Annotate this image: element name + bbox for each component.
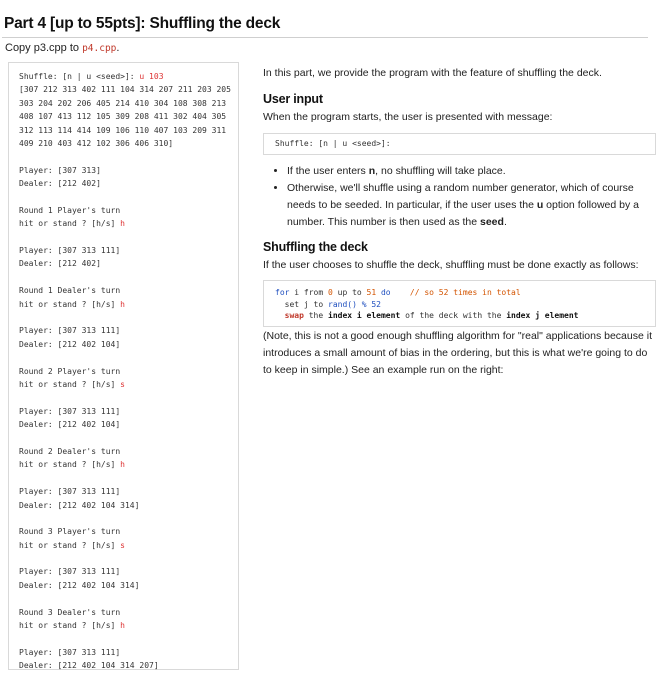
terminal-blank-line <box>19 351 238 364</box>
terminal-output-line: Round 1 Dealer's turn <box>19 286 121 296</box>
page-title: Part 4 [up to 55pts]: Shuffling the deck <box>4 15 281 32</box>
terminal-deck-line: 312 113 114 414 109 106 110 407 103 209 311 <box>19 125 227 135</box>
user-input-paragraph: When the program starts, the user is presented with message: <box>263 111 553 123</box>
algo-line-1: for i from 0 up to 51 do // so 52 times in total <box>275 288 521 297</box>
terminal-blank-line <box>19 592 238 605</box>
terminal-blank-line <box>19 231 238 244</box>
terminal-hit-stand-prompt: hit or stand ? [h/s] h <box>19 299 125 309</box>
terminal-output-line: Player: [307 313 111] <box>19 567 121 577</box>
terminal-output-line: Player: [307 313 111] <box>19 406 121 416</box>
copy-target-filename: p4.cpp <box>82 43 117 54</box>
terminal-deck-line: 303 204 202 206 405 214 410 304 108 308 213 <box>19 98 227 108</box>
terminal-output-line: Round 2 Dealer's turn <box>19 446 121 456</box>
terminal-output-line: Dealer: [212 402 104 314] <box>19 580 140 590</box>
algo-line-2: set j to rand() % 52 <box>284 299 381 309</box>
shuffle-message-code: Shuffle: [n | u <seed>]: <box>263 133 656 155</box>
bullet-u-option: • Otherwise, we'll shuffle using a random number generator, which of course needs to be seeded. In particular, if the user uses the u option followed by a number. This number is then used as the seed. <box>287 180 653 231</box>
content-column <box>263 62 653 379</box>
terminal-output-line: Dealer: [212 402 104] <box>19 339 121 349</box>
terminal-output-line: Dealer: [212 402 104 314] <box>19 500 140 510</box>
terminal-hit-stand-prompt: hit or stand ? [h/s] s <box>19 379 125 389</box>
example-run-terminal <box>8 62 239 670</box>
terminal-deck-line: [307 212 313 402 111 104 314 207 211 203 205 <box>19 85 231 95</box>
terminal-blank-line <box>19 391 238 404</box>
terminal-output-line: Dealer: [212 402 104] <box>19 420 121 430</box>
terminal-hit-stand-prompt: hit or stand ? [h/s] h <box>19 460 125 470</box>
terminal-output-line: Round 3 Dealer's turn <box>19 607 121 617</box>
terminal-output-line: Player: [307 313 111] <box>19 326 121 336</box>
terminal-hit-stand-prompt: hit or stand ? [h/s] s <box>19 540 125 550</box>
copy-suffix: . <box>116 42 120 54</box>
bullet-n-option: • If the user enters n, no shuffling will take place. <box>287 163 653 180</box>
terminal-shuffle-prompt: Shuffle: [n | u <seed>]: u 103 <box>19 72 164 81</box>
terminal-output-line: Round 3 Player's turn <box>19 527 121 537</box>
terminal-deck-line: 408 107 413 112 105 309 208 411 302 404 305 <box>19 112 227 122</box>
terminal-blank-line <box>19 552 238 565</box>
shuffling-heading: Shuffling the deck <box>263 240 368 254</box>
user-input-heading: User input <box>263 92 323 106</box>
terminal-blank-line <box>19 432 238 445</box>
terminal-hit-stand-prompt: hit or stand ? [h/s] h <box>19 219 125 229</box>
terminal-output-line: Player: [307 313] <box>19 165 101 175</box>
terminal-blank-line <box>19 311 238 324</box>
terminal-blank-line <box>19 512 238 525</box>
terminal-blank-line <box>19 271 238 284</box>
terminal-output-line: Player: [307 313 111] <box>19 246 121 256</box>
terminal-deck-line: 409 210 403 412 102 306 406 310] <box>19 138 174 148</box>
terminal-blank-line <box>19 472 238 485</box>
terminal-blank-line <box>19 150 238 163</box>
terminal-output-line: Round 1 Player's turn <box>19 205 121 215</box>
terminal-output-line: Round 2 Player's turn <box>19 366 121 376</box>
terminal-output-line: Player: [307 313 111] <box>19 487 121 497</box>
terminal-output-line: Dealer: [212 402] <box>19 179 101 189</box>
terminal-output-line: Dealer: [212 402] <box>19 259 101 269</box>
title-divider <box>2 37 648 38</box>
shuffle-algorithm-code <box>263 280 656 327</box>
terminal-output-line: Dealer: [212 402 104 314 207] <box>19 661 159 671</box>
algo-line-3: swap the index i element of the deck with the index j element <box>284 311 579 320</box>
terminal-blank-line <box>19 632 238 645</box>
intro-paragraph: In this part, we provide the program with the feature of shuffling the deck. <box>263 67 602 79</box>
copy-prefix: Copy p3.cpp to <box>5 42 83 54</box>
note-paragraph: (Note, this is not a good enough shuffling algorithm for "real" applications because it introduces a small amount of bias in the ordering, but this is what we're going to do to keep in simple.) See an example run on the right: <box>263 329 652 376</box>
shuffling-paragraph: If the user chooses to shuffle the deck, shuffling must be done exactly as follows: <box>263 259 639 271</box>
terminal-hit-stand-prompt: hit or stand ? [h/s] h <box>19 621 125 631</box>
terminal-blank-line <box>19 191 238 204</box>
terminal-output-line: Player: [307 313 111] <box>19 647 121 657</box>
copy-instruction <box>5 42 119 54</box>
user-input-bullets <box>263 163 653 231</box>
